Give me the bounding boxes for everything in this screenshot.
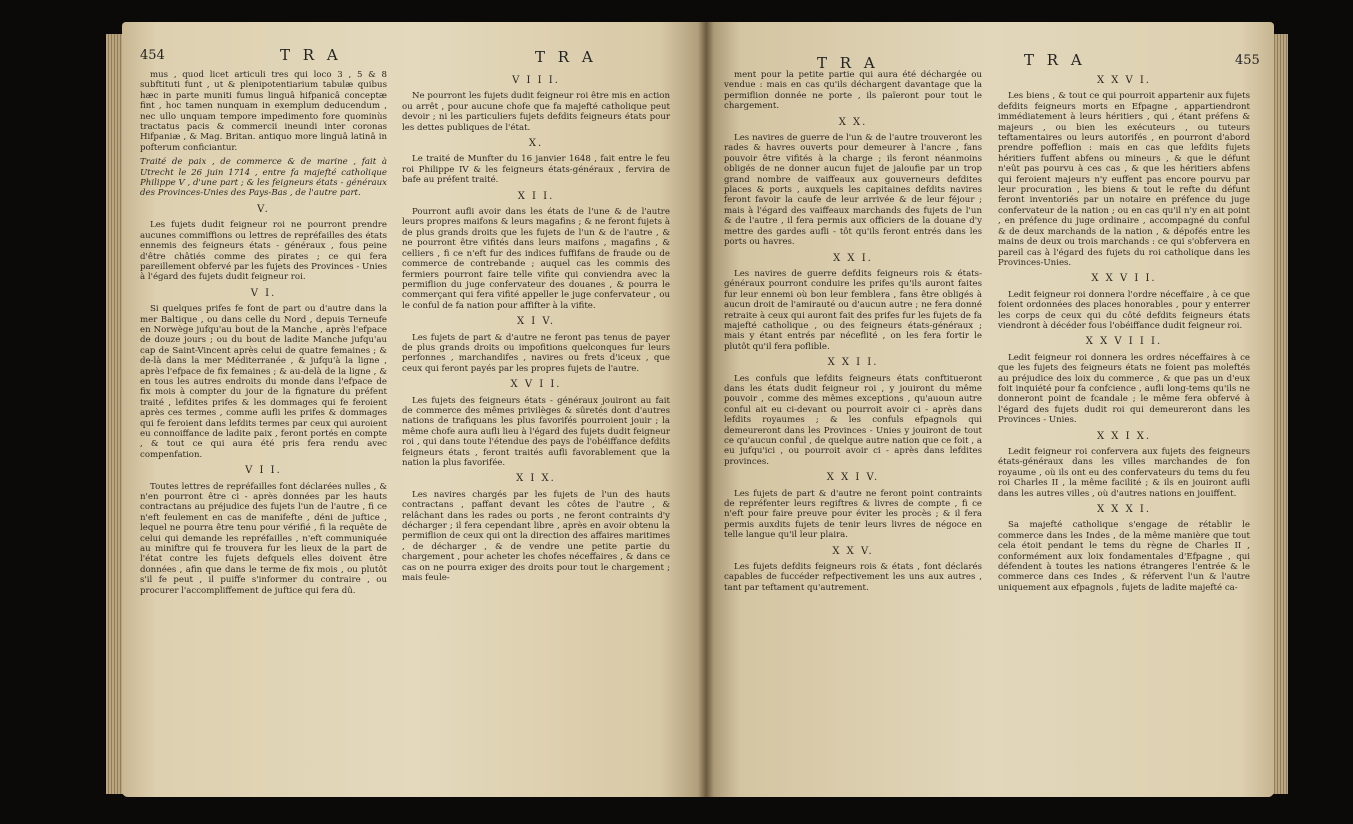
paragraph: Sa majefté catholique s'engage de rétablir le commerce dans les Indes , de la même manière que tout cela étoit pendant le tems du règne de Charles II , conformément aux loix fondamentales d'Efpagne , qui défendent à toutes les nations étrangeres l'entrée & le commerce dans ces Indes , & réfervent l'un & l'autre uniquement aux efpagnols , fujets de ladite majefté ca- (998, 520, 1250, 593)
left-page-column-1 (140, 70, 387, 786)
paragraph: Traité de paix , de commerce & de marine , fait à Utrecht le 26 juin 1714 , entre fa majefté catholique Philippe V , d'une part ; & les feigneurs états - généraux des Provinces-Unies des Pays-Bas , de l'autre part. (140, 157, 387, 199)
right-page-column-2 (998, 70, 1250, 786)
paragraph: Les fujets des feigneurs états - généraux jouiront au fait de commerce des mêmes privilèges & sûretés dont d'autres nations de trafiquans les plus favorifés pourroient jouir ; la même chofe aura aufli lieu à l'égard des fujets dudit feigneur roi , qui dans toute l'étendue des pays de l'obéiffance defdits feigneurs états , feront traités aufli favorablement que la nation la plus favorifée. (402, 395, 670, 468)
paragraph: Pourront aufli avoir dans les états de l'une & de l'autre leurs propres maifons & leurs magafins ; & ne feront fujets à de plus grands droits que les fujets de l'un & de l'autre , & ne pourront être vifités dans leurs maifons , magafins , & celliers , fi ce n'eft fur des indices fuffifans de fraude ou de commerce de contrebande ; auquel cas les commis des fermiers pourront faire telle vifite qui conviendra avec la permiflion du juge confervateur des douanes , & pourra le commerçant qui fera vifité appeller le juge confervateur , ou le conful de fa nation pour affifter à la vifite. (402, 207, 670, 311)
article-heading: X X V I. (1096, 75, 1152, 86)
running-head: T R A (280, 46, 342, 64)
paragraph: Ledit feigneur roi donnera les ordres néceffaires à ce que les fujets des feigneurs états ne foient pas moleftés au préjudice des loix du commerce , & que pas un d'eux foit inquiété pour fa confcience , aufli long-tems qu'ils ne donneront point de fcandale ; le même fera obfervé à l'égard des fujets dudit roi qui demeureront dans les Provinces - Unies. (998, 352, 1250, 426)
paragraph: Ledit feigneur roi confervera aux fujets des feigneurs états-généraux dans les villes marchandes de fon royaume , où ils ont eu des confervateurs du tems du feu roi Charles II , la même facilité ; & ils en jouiront aufli dans les autres villes , où d'autres nations en jouiffent. (998, 447, 1250, 499)
paragraph: Si quelques prifes fe font de part ou d'autre dans la mer Baltique , ou dans celle du Nord , depuis Terneufe en Norwège jufqu'au bout de la Manche , après l'efpace de douze jours ; ou du bout de ladite Manche jufqu'au cap de Saint-Vincent après celui de quatre femaines ; & de-là dans la mer Méditerranée , & jufqu'à la ligne , après l'efpace de fix femaines ; & au-delà de la ligne , & en tous les autres endroits du monde dans l'efpace de fix mois à compter du jour de la fignature du préfent traité , lefdites prifes & les dommages qui fe feroient après ces termes , comme aufli les prifes & dommages qui fe feroient dans lefdits termes par ceux qui auroient eu connoiffance de ladite paix , feront portés en compte , & tout ce qui aura été pris fera rendu avec compenfation. (140, 304, 387, 460)
article-heading: X X I I. (827, 357, 879, 369)
running-head: T R A (817, 54, 879, 72)
article-heading: X I V. (516, 316, 556, 328)
page-number-right: 455 (1235, 53, 1260, 68)
article-heading: V I I I. (512, 75, 560, 86)
paragraph: Les fujets dudit feigneur roi ne pourront prendre aucunes commiffions ou lettres de repréfailles des états ennemis des feigneurs états - généraux , fous peine d'être châtiés comme des pirates ; ce qui fera pareillement obfervé par les fujets des Provinces - Unies à l'égard des fujets dudit feigneur roi. (140, 220, 387, 283)
paragraph: Les navires de guerre de l'un & de l'autre trouveront les rades & havres ouverts pour demeurer à l'ancre , fans pouvoir être vifités à la charge ; ils feront néanmoins obligés de ne donner aucun fujet de jaloufie par un trop grand nombre de vaiffeaux aux gouverneurs defdites places & ports , auxquels les capitaines defdits navires feront favoir la caufe de leur arrivée & de leur féjour ; mais à l'égard des vaiffeaux marchands des fujets de l'un & de l'autre , il fera permis aux officiers de la douane d'y mettre des gardes aufli - tôt qu'ils feront entrés dans les ports ou havres. (724, 133, 982, 248)
article-heading: X X I V. (826, 472, 880, 484)
paragraph: ment pour la petite partie qui aura été déchargée ou vendue : mais en cas qu'ils déchargent davantage que la permiflion donnée ne porte , ils païeront pour tout le chargement. (724, 70, 982, 112)
right-page-column-1 (724, 70, 982, 786)
article-heading: X. (528, 138, 544, 150)
article-heading: X X. (838, 116, 868, 128)
paragraph: Ledit feigneur roi donnera l'ordre néceffaire , à ce que foient ordonnées des places honorables , pour y enterrer les corps de ceux qui du côté defdits feigneurs états viendront à décéder fous l'obéiffance dudit feigneur roi. (998, 289, 1250, 331)
paragraph: mus , quod licet articuli tres qui loco 3 , 5 & 8 subftituti funt , ut & plenipotentiarium tabulæ quibus hæc in parte muniti fumus linguâ hifpanicâ conceptæ fint , hoc tamen nunquam in exemplum deducendum , nec ullo unquam tempore impedimento fore quominùs tractatus pacis & commercii ineundi inter coronas Hifpaniæ , & Mag. Britan. antiquo more linguâ latinâ in pofterum conficiantur. (140, 70, 387, 153)
article-heading: X I X. (516, 473, 556, 485)
article-heading: X X V. (832, 545, 874, 557)
article-heading: X V I I. (510, 379, 562, 391)
page-number-left: 454 (140, 48, 165, 63)
open-book (22, 4, 1334, 820)
paragraph: Le traité de Munfter du 16 janvier 1648 , fait entre le feu roi Philippe IV & les feigneurs états-généraux , fervira de bafe au préfent traité. (402, 154, 670, 186)
article-heading: V I. (250, 287, 277, 299)
paragraph: Les confuls que lefdits feigneurs états conftitueront dans les états dudit feigneur roi , y jouiront du même pouvoir , comme des mêmes exceptions , qu'auoun autre conful ait eu ci-devant ou pourroit avoir ci - après dans lefdits royaumes ; & les confuls efpagnols qui demeureront dans les Provinces - Unies y jouiront de tout ce qu'aucun conful , de quelque autre nation que ce foit , a eu jufqu'ici , ou pourroit avoir ci - après dans lefdites provinces. (724, 373, 982, 467)
article-heading: X X I X. (1096, 430, 1152, 442)
paragraph: Les fujets defdits feigneurs rois & états , font déclarés capables de fuccéder refpectivement les uns aux autres , tant par teftament qu'autrement. (724, 562, 982, 593)
paragraph: Les fujets de part & d'autre ne feront point contraints de repréfenter leurs regiftres & livres de compte , fi ce n'eft pour faire preuve pour éviter les procès ; & il fera permis auxdits fujets de tenir leurs livres de négoce en telle langue qu'il leur plaira. (724, 488, 982, 541)
article-heading: X I I. (517, 190, 555, 202)
running-head: T R A (535, 48, 597, 66)
paragraph: Les navires chargés par les fujets de l'un des hauts contractans , paffant devant les côtes de l'autre , & relâchant dans les rades ou ports , ne feront contraints d'y décharger ; il fera cependant libre , après en avoir obtenu la permiflion de ceux qui ont la direction des affaires maritimes , de décharger , & de vendre une petite partie du chargement , pour acheter les chofes néceffaires , & dans ce cas on ne pourra exiger des droits pour tout le chargement ; mais feule- (402, 489, 670, 584)
paragraph: Les biens , & tout ce qui pourroit appartenir aux fujets defdits feigneurs morts en Efpagne , appartiendront immédiatement à leurs héritiers , qui , étant préfens & majeurs , ou bien les exécuteurs , ou tuteurs teftamentaires ou leurs autorifés , en pourront d'abord prendre poffeflion : mais en cas que lefdits fujets héritiers fuffent abfens ou mineurs , & que le défunt n'eût pas pourvu à ces cas , & que les héritiers abfens qui feroient majeurs n'y euffent pas encore pourvu par leur procuration , les biens & tout le refte du défunt feront inventoriés par un notaire en préfence du juge confervateur de la nation ; ou en cas qu'il n'y en ait point , en préfence du juge ordinaire , accompagné du conful & de deux marchands de la nation , & dépofés entre les mains de deux ou trois marchands : ce qui s'obfervera en pareil cas à l'égard des fujets du roi catholique dans les Provinces-Unies. (998, 91, 1250, 268)
article-heading: V I I. (245, 465, 282, 477)
running-head: T R A (1024, 51, 1086, 69)
article-heading: X X I. (833, 252, 873, 264)
article-heading: X X V I I. (1091, 273, 1157, 285)
book-gutter (698, 22, 714, 797)
article-heading: X X X I. (1096, 504, 1152, 516)
paragraph: Toutes lettres de repréfailles font déclarées nulles , & n'en pourront être ci - après données par les hauts contractans au préjudice des fujets l'un de l'autre , fi ce n'eft feulement en cas de manifefte , déni de juftice , lequel ne pourra être tenu pour vérifié , fi la requête de celui qui demande les repréfailles , n'eft communiquée au miniftre qui fe trouvera fur les lieux de la part de l'état contre les fujets defquels elles doivent être données , afin que dans le terme de fix mois , ou plutôt s'il fe peut , il puiffe s'informer du contraire , ou procurer l'accompliffement de juftice qui fera dû. (140, 481, 387, 596)
paragraph: Les fujets de part & d'autre ne feront pas tenus de payer de plus grands droits ou impofitions quelconques fur leurs perfonnes , marchandifes , navires ou frets d'iceux , que ceux qui feront payés par les propres fujets de l'autre. (402, 332, 670, 374)
paragraph: Ne pourront les fujets dudit feigneur roi être mis en action ou arrêt , pour aucune chofe que fa majefté catholique peut devoir ; ni les particuliers fujets defdits feigneurs états pour les dettes publiques de l'état. (402, 91, 670, 133)
paragraph: Les navires de guerre defdits feigneurs rois & états-généraux pourront conduire les prifes qu'ils auront faites fur leur ennemi où bon leur femblera , fans être obligés à aucun droit de l'amirauté ou d'aucun autre ; ne fera donné retraite à ceux qui auront fait des prifes fur les fujets de fa majefté catholique , ou des feigneurs états-généraux ; mais y étant entrés par néceflité , on les fera fortir le plutôt qu'il fera poflible. (724, 268, 982, 352)
article-heading: X X V I I I. (1085, 336, 1163, 348)
left-page-column-2 (402, 70, 670, 786)
article-heading: V. (257, 203, 270, 215)
